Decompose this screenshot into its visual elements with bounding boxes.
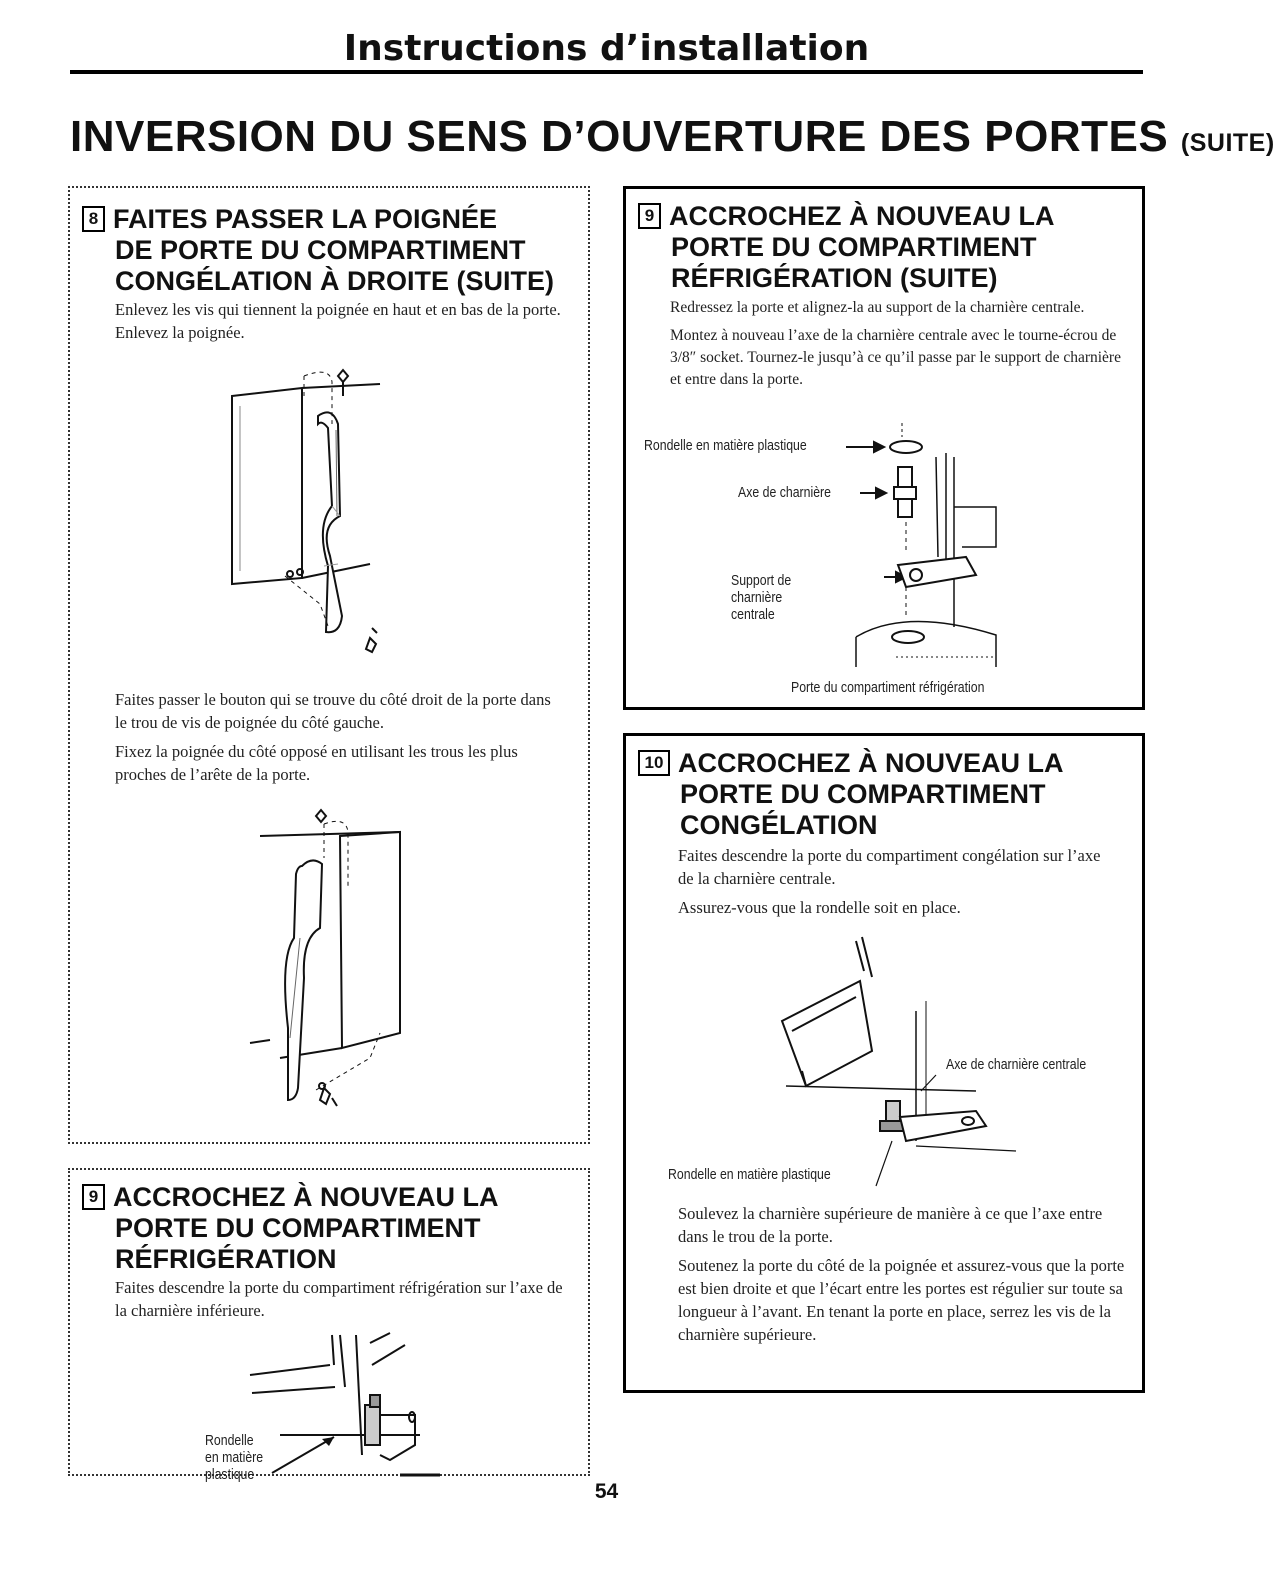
- page-title-suffix: (SUITE): [1180, 129, 1275, 157]
- section-9-lower-text-1: Faites descendre la porte du compartiment réfrigération sur l’axe de la charnière inférieure.: [115, 1278, 563, 1320]
- section-9-upper-text-1: Redressez la porte et alignez-la au support de la charnière centrale.: [670, 299, 1085, 316]
- section-8-heading-line1: FAITES PASSER LA POIGNÉE: [113, 204, 498, 234]
- section-9-upper-text-2: Montez à nouveau l’axe de la charnière centrale avec le tourne-écrou de 3/8″ socket. Tournez-le jusqu’à ce qu’il passe par le support de charnière et entre dans la porte.: [670, 327, 1121, 388]
- header-rule: [70, 70, 1143, 74]
- label-washer-freezer: Rondelle en matière plastique: [668, 1166, 831, 1183]
- section-8-text-3: Fixez la poignée du côté opposé en utilisant les trous les plus proches de l’arête de la porte.: [115, 742, 518, 784]
- section-9-lower-heading: [82, 1182, 587, 1275]
- section-8-text-1: Enlevez les vis qui tiennent la poignée en haut et en bas de la porte. Enlevez la poignée.: [115, 300, 561, 342]
- label-washer-upper: Rondelle en matière plastique: [644, 437, 807, 454]
- label-washer-lower-line2: en matière: [205, 1449, 264, 1466]
- section-10-text-4: Soutenez la porte du côté de la poignée et assurez-vous que la porte est bien droite et que l’écart entre les portes est régulier sur toute sa longueur à l’avant. En tenant la porte en place, serrez les vis de la charnière supérieure.: [678, 1256, 1125, 1344]
- step-number-8: 8: [82, 206, 105, 232]
- label-support-line2: charnière: [731, 589, 783, 606]
- label-washer-lower: [205, 1432, 263, 1483]
- section-10-heading: [638, 748, 1143, 841]
- section-10-text-1: Faites descendre la porte du compartiment congélation sur l’axe de la charnière centrale.: [678, 846, 1101, 888]
- section-9-box-lower: [68, 1168, 590, 1483]
- section-9-upper-heading: [638, 201, 1143, 294]
- label-hinge-axis: Axe de charnière: [738, 484, 831, 501]
- step-number-10: 10: [638, 750, 670, 776]
- section-8-box: [68, 186, 590, 1144]
- section-9-lower-heading-rest: PORTE DU COMPARTIMENT RÉFRIGÉRATION: [115, 1213, 481, 1274]
- label-support-line1: Support de: [731, 572, 792, 589]
- section-10-text-2: Assurez-vous que la rondelle soit en place.: [678, 898, 961, 917]
- section-10-heading-line1: ACCROCHEZ À NOUVEAU LA: [678, 748, 1064, 778]
- section-9-lower-heading-line1: ACCROCHEZ À NOUVEAU LA: [113, 1182, 499, 1212]
- section-8-text-2: Faites passer le bouton qui se trouve du côté droit de la porte dans le trou de vis de poignée du côté gauche.: [115, 690, 551, 732]
- handle-removal-figure: [220, 366, 460, 666]
- section-8-heading-rest: DE PORTE DU COMPARTIMENT CONGÉLATION À DROITE (SUITE): [115, 235, 554, 296]
- step-number-9-lower: 9: [82, 1184, 105, 1210]
- page-title: [70, 112, 1275, 162]
- section-8-heading: [82, 204, 587, 297]
- page-title-main: INVERSION DU SENS D’OUVERTURE DES PORTES: [70, 112, 1169, 161]
- section-9-upper-heading-line1: ACCROCHEZ À NOUVEAU LA: [669, 201, 1055, 231]
- page-number: 54: [594, 1480, 619, 1503]
- center-hinge-figure: [846, 427, 1006, 672]
- section-10-heading-rest: PORTE DU COMPARTIMENT CONGÉLATION: [680, 779, 1046, 840]
- section-9-upper-heading-rest: PORTE DU COMPARTIMENT RÉFRIGÉRATION (SUITE): [671, 232, 1037, 293]
- handle-installed-figure: [250, 818, 510, 1118]
- washer-lower-arrow: [270, 1435, 350, 1475]
- section-10-text-3: Soulevez la charnière supérieure de manière à ce que l’axe entre dans le trou de la porte.: [678, 1204, 1103, 1246]
- label-support-center-hinge: [731, 572, 791, 623]
- label-support-line3: centrale: [731, 606, 775, 623]
- section-10-box: [623, 733, 1145, 1393]
- label-fridge-door: Porte du compartiment réfrigération: [791, 679, 985, 696]
- section-9-box-upper: [623, 186, 1145, 710]
- label-center-hinge-axis: Axe de charnière centrale: [946, 1056, 1087, 1073]
- step-number-9-upper: 9: [638, 203, 661, 229]
- header-title: Instructions d’installation: [343, 28, 870, 69]
- label-washer-lower-line1: Rondelle: [205, 1432, 254, 1449]
- label-washer-lower-line3: plastique: [205, 1466, 255, 1483]
